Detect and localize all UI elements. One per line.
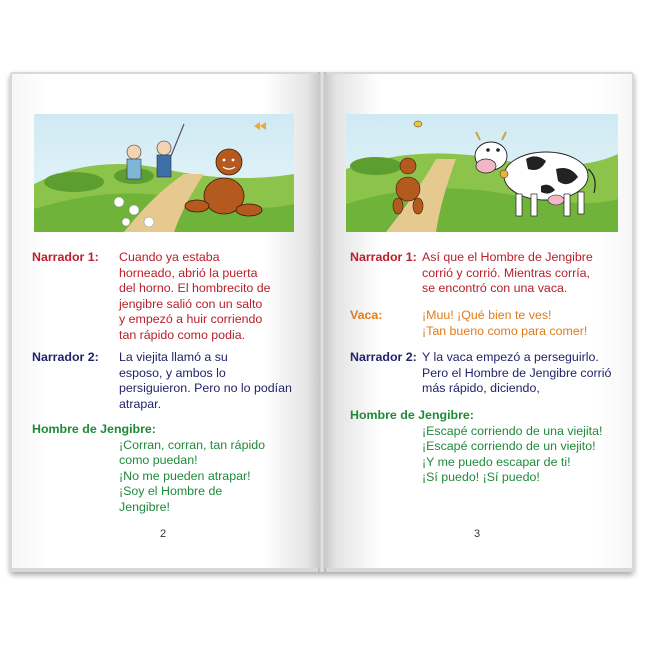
page-number: 2 xyxy=(160,528,167,540)
open-book xyxy=(10,72,634,572)
dialogue-text: Y la vaca empezó a perseguirlo. xyxy=(422,350,599,364)
dialogue-text: se encontró con una vaca. xyxy=(422,281,568,295)
dialogue-text: ¡Y me puedo escapar de ti! xyxy=(422,454,571,469)
dialogue-text: ¡Escapé corriendo de un viejito! xyxy=(422,439,596,453)
dialogue-text: horneado, abrió la puerta xyxy=(119,265,258,280)
dialogue-text: ¡Sí puedo! ¡Sí puedo! xyxy=(422,470,540,484)
dialogue-text: atrapar. xyxy=(119,396,162,411)
dialogue-text: tan rápido como podia. xyxy=(119,327,246,342)
speaker-label: Narrador 1: xyxy=(32,250,99,264)
dialogue-text: persiguieron. Pero no lo podían xyxy=(119,381,292,395)
dialogue-text: y empezó a huir corriendo xyxy=(119,312,263,326)
speaker-label: Narrador 2: xyxy=(32,350,99,364)
gingerbread-chase-illustration xyxy=(34,114,294,232)
dialogue-text: ¡Escapé corriendo de una viejita! xyxy=(422,423,603,438)
dialogue-text: jengibre salió con un salto xyxy=(119,296,263,311)
dialogue-text: ¡Soy el Hombre de xyxy=(119,484,223,498)
dialogue-text: ¡Tan bueno como para comer! xyxy=(422,323,588,338)
dialogue-text: Cuando ya estaba xyxy=(119,250,220,264)
dialogue-text: del horno. El hombrecito de xyxy=(119,281,271,295)
dialogue-text: ¡No me pueden atrapar! xyxy=(119,468,251,483)
speaker-label: Hombre de Jengibre: xyxy=(350,408,474,422)
dialogue-text: más rápido, diciendo, xyxy=(422,381,540,395)
dialogue-text: como puedan! xyxy=(119,453,198,467)
dialogue-text: Pero el Hombre de Jengibre corrió xyxy=(422,365,612,380)
speaker-label: Narrador 2: xyxy=(350,350,417,364)
page-number: 3 xyxy=(474,528,481,540)
dialogue-text: Jengibre! xyxy=(119,499,170,514)
speaker-label: Hombre de Jengibre: xyxy=(32,422,156,436)
left-page xyxy=(12,74,320,568)
dialogue-text: La viejita llamó a su xyxy=(119,350,228,364)
speaker-label: Vaca: xyxy=(350,308,383,322)
speaker-label: Narrador 1: xyxy=(350,250,417,264)
cow-chase-illustration xyxy=(346,114,618,232)
dialogue-text: Así que el Hombre de Jengibre xyxy=(422,250,593,264)
dialogue-text: ¡Corran, corran, tan rápido xyxy=(119,437,266,452)
right-page xyxy=(324,74,632,568)
dialogue-text: ¡Muu! ¡Qué bien te ves! xyxy=(422,308,552,322)
dialogue-text: esposo, y ambos lo xyxy=(119,365,226,380)
dialogue-text: corrió y corrió. Mientras corría, xyxy=(422,265,590,280)
